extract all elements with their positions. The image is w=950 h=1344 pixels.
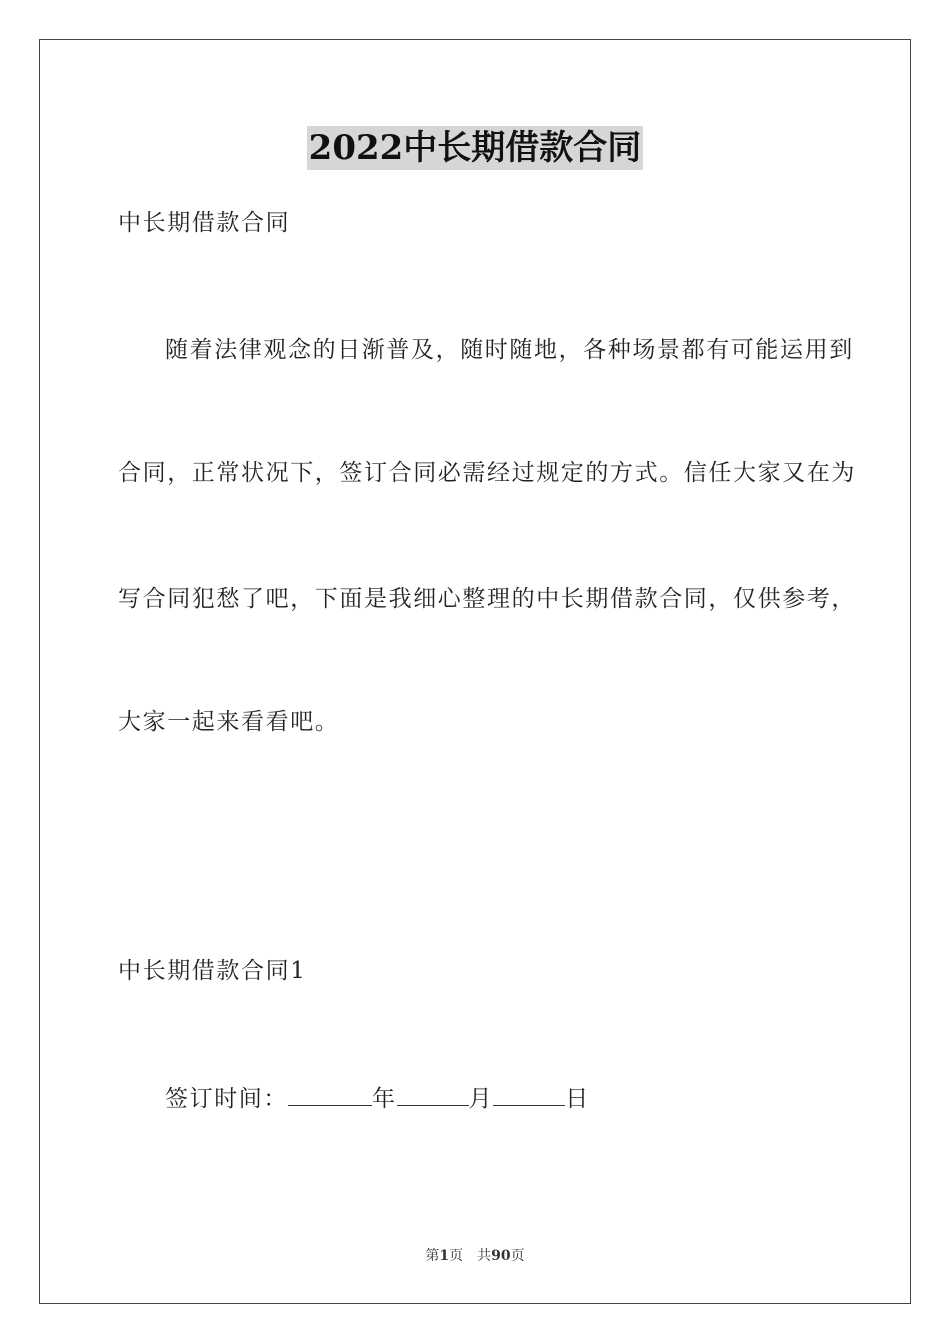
intro-line-1: 随着法律观念的日渐普及，随时随地，各种场景都有可能运用到 <box>165 337 854 363</box>
page-suffix: 页 <box>510 1248 525 1264</box>
sign-date-line <box>165 1079 590 1115</box>
intro-line-4: 大家一起来看看吧。 <box>118 709 340 735</box>
intro-line-3: 写合同犯愁了吧，下面是我细心整理的中长期借款合同，仅供参考， <box>118 586 856 612</box>
page-mid: 页 共 <box>449 1248 492 1264</box>
page-footer <box>0 1246 950 1266</box>
sign-label: 签订时间： <box>165 1086 288 1112</box>
title-wrap <box>0 126 950 170</box>
month-blank <box>397 1079 469 1106</box>
page-total: 90 <box>491 1248 511 1264</box>
month-label: 月 <box>468 1086 494 1112</box>
day-label: 日 <box>565 1086 590 1112</box>
section-heading: 中长期借款合同1 <box>118 958 307 984</box>
page-current: 1 <box>439 1248 450 1264</box>
day-blank <box>493 1079 565 1106</box>
intro-line-2: 合同，正常状况下，签订合同必需经过规定的方式。信任大家又在为 <box>118 460 856 486</box>
document-subtitle: 中长期借款合同 <box>118 210 291 236</box>
year-blank <box>288 1079 372 1106</box>
document-title: 2022中长期借款合同 <box>308 128 642 168</box>
page-prefix: 第 <box>425 1248 440 1264</box>
year-label: 年 <box>372 1086 397 1112</box>
